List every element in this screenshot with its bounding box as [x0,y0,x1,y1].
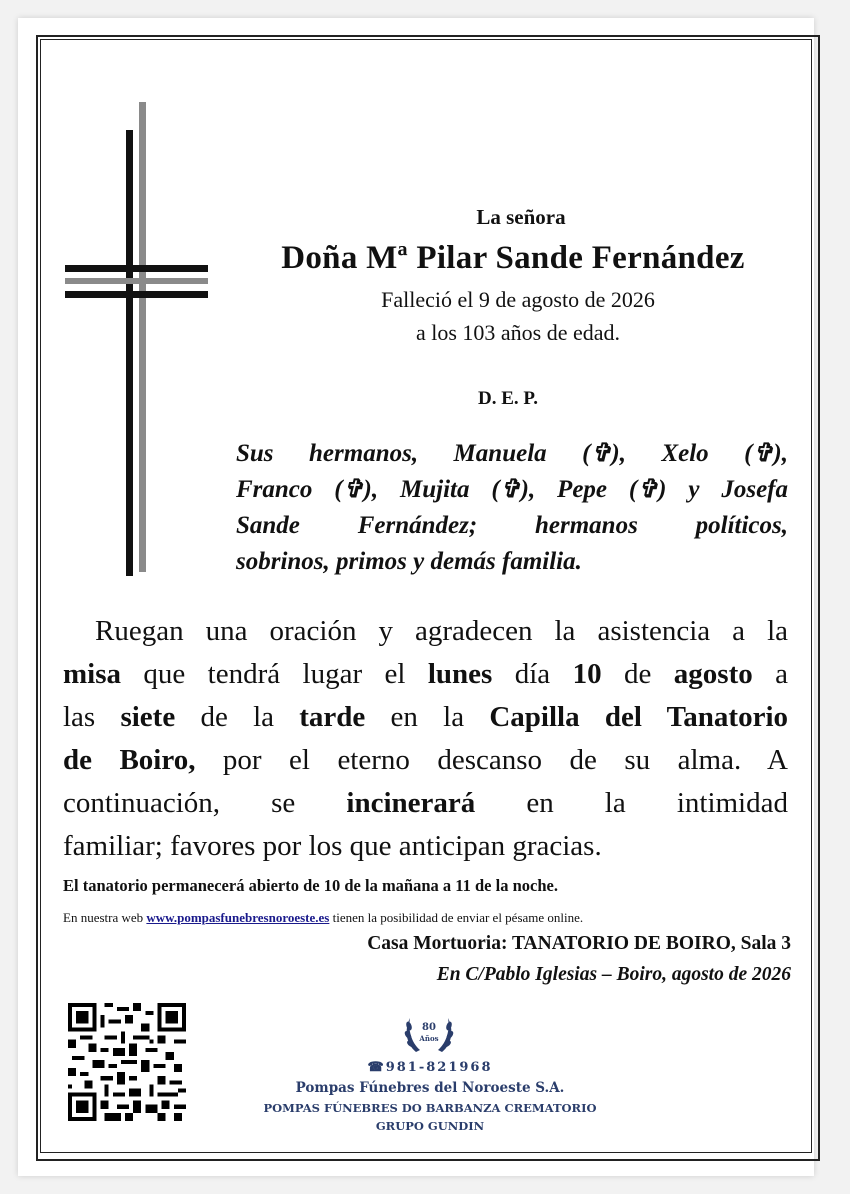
deceased-name: Doña Mª Pilar Sande Fernández [281,240,745,276]
family-line: sobrinos, primos y demás familia. [236,548,582,575]
body-line: misa que tendrá lugar el lunes día 10 de agosto a [63,658,789,690]
web-note: En nuestra web www.pompasfunebresnoroeste.es tienen la posibilidad de enviar el pésame online. [63,910,584,925]
body-line: las siete de la tarde en la Capilla del Tanatorio [63,701,789,733]
family-line: Sus hermanos, Manuela (✞), Xelo (✞), [236,440,788,467]
body-line: familiar; favores por los que anticipan gracias. [63,830,602,862]
body-line: Ruegan una oración y agradecen la asistencia a la [95,615,788,647]
phone-number[interactable]: ☎981-821968 [367,1060,493,1075]
logo-number: 80 [422,1022,436,1033]
qr-code-icon[interactable] [68,1003,186,1121]
company-subtitle: POMPAS FÚNEBRES DO BARBANZA CREMATORIO [263,1101,597,1115]
company-group: GRUPO GUNDIN [375,1119,485,1133]
anniversary-logo-icon [400,1006,458,1058]
company-name: Pompas Fúnebres del Noroeste S.A. [295,1080,565,1096]
body-line: de Boiro, por el eterno descanso de su alma. A [63,744,789,776]
body-line: continuación, se incinerará en la intimidad [63,787,788,819]
family-line: Franco (✞), Mujita (✞), Pepe (✞) y Josefa [236,476,788,503]
title-line: La señora [476,205,566,229]
dep-text: D. E. P. [477,388,538,409]
website-link[interactable]: www.pompasfunebresnoroeste.es [146,910,330,925]
tanatorio-hours: El tanatorio permanecerá abierto de 10 de la mañana a 11 de la noche. [63,876,558,895]
logo-word: Años [419,1034,439,1043]
place-date: En C/Pablo Iglesias – Boiro, agosto de 2026 [436,964,791,985]
family-line: Sande Fernández; hermanos políticos, [236,512,788,539]
main-paragraph [63,610,788,868]
death-date: Falleció el 9 de agosto de 2026 [381,287,655,312]
family-paragraph [236,436,788,580]
age-line: a los 103 años de edad. [415,320,621,345]
casa-mortuoria: Casa Mortuoria: TANATORIO DE BOIRO, Sala 3 [367,933,791,954]
